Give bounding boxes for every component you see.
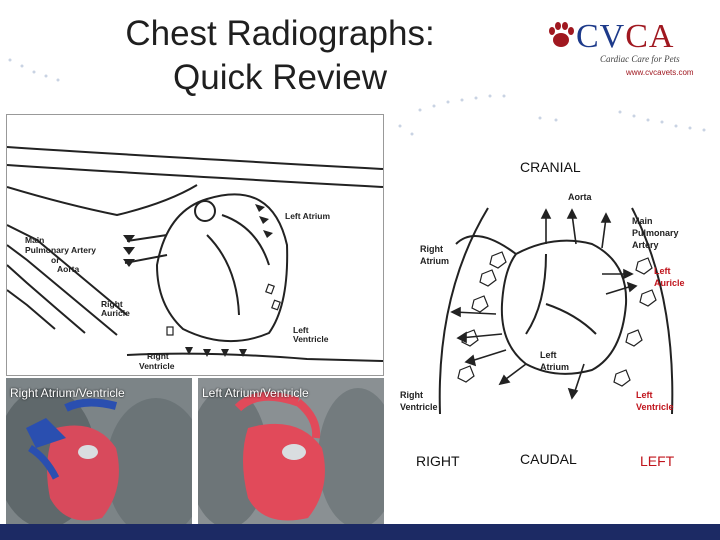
lateral-heart-diagram [6, 114, 384, 376]
lat-label-left-atrium: Left Atrium [285, 211, 331, 221]
dv-label-cranial: CRANIAL [520, 159, 581, 175]
dv-label-main-pa-1: Main [632, 216, 653, 226]
dv-label-caudal: CAUDAL [520, 451, 577, 467]
xray-left-atrium-ventricle [198, 378, 384, 524]
logo-url: www.cvcavets.com [626, 68, 694, 77]
dv-label-right-atrium-1: Right [420, 244, 443, 254]
logo-word-b: CA [625, 18, 675, 55]
dv-label-right-atrium-2: Atrium [420, 256, 449, 266]
dv-label-right-ventricle-1: Right [400, 390, 423, 400]
logo-word-a: CV [576, 18, 626, 55]
logo-wordmark [576, 18, 674, 56]
logo-tagline: Cardiac Care for Pets [600, 54, 680, 64]
lat-label-main-2: Pulmonary Artery [25, 245, 97, 255]
dv-label-left-auricle-1: Left [654, 266, 671, 276]
dv-label-left-atrium-2: Atrium [540, 362, 569, 372]
dv-heart-diagram [396, 144, 710, 478]
dv-label-main-pa-2: Pulmonary [632, 228, 679, 238]
lat-label-main-3: or [51, 255, 60, 265]
footer-bar [0, 524, 720, 540]
dv-label-right: RIGHT [416, 453, 460, 469]
lat-label-left-ventricle-1: Left [293, 325, 309, 335]
xray-left-label: Left Atrium/Ventricle [202, 386, 309, 400]
lat-label-right-auricle-2: Auricle [101, 308, 130, 318]
slide-title [60, 12, 500, 100]
dv-label-right-ventricle-2: Ventricle [400, 402, 438, 412]
xray-right-atrium-ventricle [6, 378, 192, 524]
cvca-logo [546, 16, 706, 84]
lat-label-main-1: Main [25, 235, 45, 245]
title-line-2: Quick Review [173, 58, 387, 97]
dv-label-left-atrium-1: Left [540, 350, 557, 360]
title-line-1: Chest Radiographs: [125, 14, 435, 53]
dv-label-left-auricle-2: Auricle [654, 278, 685, 288]
lateral-diagram-drawing [7, 115, 383, 375]
dv-diagram-drawing [396, 144, 710, 478]
lat-label-left-ventricle-2: Ventricle [293, 334, 329, 344]
lat-label-right-ventricle-2: Ventricle [139, 361, 175, 371]
lat-label-right-ventricle-1: Right [147, 351, 169, 361]
dv-label-aorta: Aorta [568, 192, 592, 202]
dv-label-left-ventricle-2: Ventricle [636, 402, 674, 412]
dv-label-left-ventricle-1: Left [636, 390, 653, 400]
dv-label-left: LEFT [640, 453, 675, 469]
lat-label-right-auricle-1: Right [101, 299, 123, 309]
lat-label-main-4: Aorta [57, 264, 80, 274]
dv-label-main-pa-3: Artery [632, 240, 659, 250]
xray-right-label: Right Atrium/Ventricle [10, 386, 125, 400]
paw-icon [546, 20, 576, 50]
